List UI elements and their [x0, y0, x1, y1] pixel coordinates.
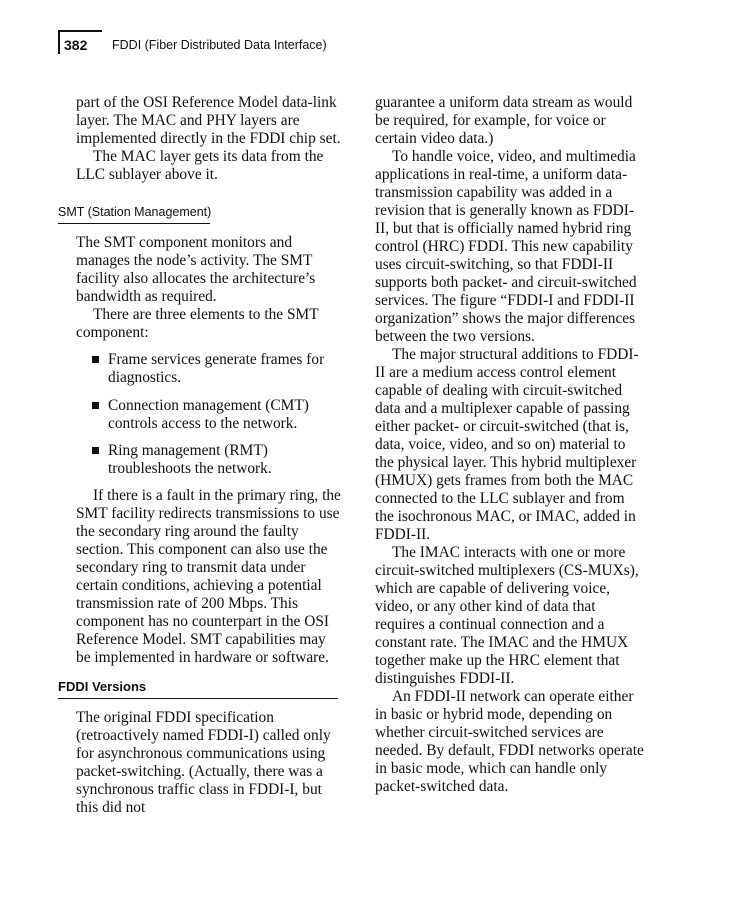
paragraph: To handle voice, video, and multimedia applications in real-time, a uniform data-transmission capability was added in a revision that is generally known as FDDI-II, but that is officially named hybrid ring control (HRC) FDDI. This new capability uses circuit-switching, so that FDDI-II supports both packet- and circuit-switched services. The figure “FDDI-I and FDDI-II organization” shows the major differences between the two versions. — [375, 148, 637, 345]
left-column-fault — [76, 487, 344, 667]
paragraph: The major structural additions to FDDI-II are a medium access control element capable of dealing with circuit-switched data and a multiplexer capable of passing either packet- or circuit-switched (that is, data, voice, video, and so on) material to the physical layer. This hybrid multiplexer (HMUX) gets frames from both the MAC connected to the LLC sublayer and from the isochronous MAC, or IMAC, added in FDDI-II. — [375, 346, 639, 543]
list-item-text: Ring management (RMT) troubleshoots the network. — [108, 442, 272, 477]
page-number: 382 — [64, 37, 88, 53]
paragraph: part of the OSI Reference Model data-link layer. The MAC and PHY layers are implemented directly in the FDDI chip set. — [76, 94, 341, 147]
paragraph: The MAC layer gets its data from the LLC sublayer above it. — [76, 148, 324, 183]
bullet-icon — [92, 356, 99, 363]
paragraph: The IMAC interacts with one or more circuit-switched multiplexers (CS-MUXs), which are capable of delivering voice, video, or any other kind of data that requires a continual connection and a constant rate. The IMAC and the HMUX together make up the HRC element that distinguishes FDDI-II. — [375, 544, 639, 687]
paragraph: An FDDI-II network can operate either in basic or hybrid mode, depending on whether circuit-switched services are needed. By default, FDDI networks operate in basic mode, which can handle only packet-switched data. — [375, 688, 644, 795]
paragraph: The original FDDI specification (retroactively named FDDI-I) called only for asynchronous communications using packet-switching. (Actually, there was a synchronous traffic class in FDDI-I, but this did not — [76, 709, 331, 816]
header-rule — [58, 30, 60, 54]
list-item — [92, 442, 342, 478]
heading-underline — [58, 698, 338, 699]
left-column-smt — [76, 234, 344, 342]
list-item-text: Connection management (CMT) controls access to the network. — [108, 397, 309, 432]
bullet-icon — [92, 447, 99, 454]
section-heading-versions — [58, 679, 146, 694]
left-column-top — [76, 94, 344, 184]
paragraph: If there is a fault in the primary ring, the SMT facility redirects transmissions to use the secondary ring around the faulty section. This component can also use the secondary ring to transmit data under certain conditions, achieving a potential transmission rate of 200 Mbps. This component has no counterpart in the OSI Reference Model. SMT capabilities may be implemented in hardware or software. — [76, 487, 341, 666]
list-item-text: Frame services generate frames for diagnostics. — [108, 351, 325, 386]
section-heading-text: FDDI Versions — [58, 679, 147, 694]
left-column-versions — [76, 709, 344, 817]
list-item — [92, 397, 342, 433]
paragraph: There are three elements to the SMT component: — [76, 306, 319, 341]
section-heading-smt — [58, 205, 211, 219]
section-heading-text: SMT (Station Management) — [58, 205, 212, 219]
header-rule-top — [58, 30, 102, 32]
bullet-icon — [92, 402, 99, 409]
paragraph: The SMT component monitors and manages the node’s activity. The SMT facility also allocates the architecture’s bandwidth as required. — [76, 234, 316, 305]
heading-underline — [58, 223, 210, 224]
list-item — [92, 351, 342, 387]
running-head: FDDI (Fiber Distributed Data Interface) — [112, 38, 327, 52]
paragraph: guarantee a uniform data stream as would be required, for example, for voice or certain video data.) — [375, 94, 633, 147]
right-column — [375, 94, 645, 796]
